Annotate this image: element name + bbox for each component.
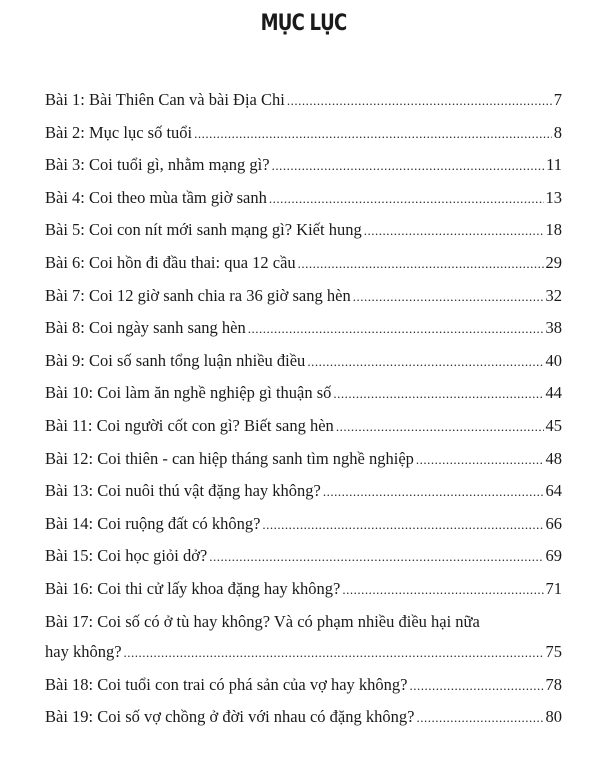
toc-entry-label: Bài 5: Coi con nít mới sanh mạng gì? Kiết hung	[45, 220, 362, 240]
dot-leader	[272, 150, 545, 183]
toc-entry[interactable]	[45, 149, 562, 182]
dot-leader	[124, 638, 544, 668]
toc-entry-page: 69	[545, 546, 562, 566]
toc-entry-page: 44	[545, 383, 562, 403]
toc-entry-page: 32	[545, 285, 562, 305]
toc-entry-page: 13	[545, 187, 562, 207]
toc-entry-label: Bài 6: Coi hồn đi đầu thai: qua 12 cầu	[45, 252, 296, 272]
dot-leader	[409, 670, 543, 703]
toc-entry-label: Bài 18: Coi tuổi con trai có phá sản của vợ hay không?	[45, 674, 408, 694]
toc-entry-label: Bài 11: Coi người cốt con gì? Biết sang hèn	[45, 415, 334, 435]
dot-leader	[336, 411, 544, 444]
toc-entry[interactable]	[45, 84, 562, 117]
toc-entry[interactable]	[45, 606, 562, 669]
toc-entry-label-continued: hay không?	[45, 641, 122, 661]
toc-entry[interactable]	[45, 214, 562, 247]
dot-leader	[262, 509, 543, 542]
toc-entry-label: Bài 17: Coi số có ở tù hay không? Và có phạm nhiều điều hại nữa	[45, 611, 480, 631]
toc-entry[interactable]	[45, 573, 562, 606]
toc-entry-label: Bài 7: Coi 12 giờ sanh chia ra 36 giờ sang hèn	[45, 285, 351, 305]
toc-entry-label: Bài 2: Mục lục số tuổi	[45, 122, 193, 142]
dot-leader	[416, 702, 543, 735]
toc-entry[interactable]	[45, 377, 562, 410]
dot-leader	[269, 183, 544, 216]
dot-leader	[416, 444, 544, 477]
table-of-contents	[45, 84, 562, 734]
toc-entry[interactable]	[45, 540, 562, 573]
toc-entry-page: 8	[553, 122, 562, 142]
toc-entry[interactable]	[45, 669, 562, 702]
toc-entry-label: Bài 8: Coi ngày sanh sang hèn	[45, 318, 246, 338]
toc-entry-page: 64	[545, 481, 562, 501]
toc-entry[interactable]	[45, 182, 562, 215]
toc-entry-page: 80	[545, 707, 562, 727]
toc-entry-label: Bài 4: Coi theo mùa tầm giờ sanh	[45, 187, 267, 207]
toc-entry-page: 11	[546, 155, 562, 175]
toc-entry-label: Bài 3: Coi tuổi gì, nhằm mạng gì?	[45, 155, 270, 175]
toc-entry[interactable]	[45, 280, 562, 313]
dot-leader	[287, 85, 552, 118]
dot-leader	[298, 248, 544, 281]
toc-entry[interactable]	[45, 410, 562, 443]
dot-leader	[353, 281, 544, 314]
toc-entry-label: Bài 12: Coi thiên - can hiệp tháng sanh tìm nghề nghiệp	[45, 448, 414, 468]
dot-leader	[307, 346, 543, 379]
toc-entry-page: 38	[545, 318, 562, 338]
toc-entry[interactable]	[45, 247, 562, 280]
dot-leader	[333, 378, 543, 411]
toc-entry[interactable]	[45, 701, 562, 734]
toc-entry-page: 48	[545, 448, 562, 468]
toc-entry-page: 45	[545, 415, 562, 435]
toc-entry-label: Bài 16: Coi thi cử lấy khoa đặng hay không?	[45, 578, 341, 598]
toc-entry[interactable]	[45, 345, 562, 378]
dot-leader	[209, 541, 543, 574]
toc-entry[interactable]	[45, 475, 562, 508]
toc-entry-page: 7	[553, 90, 562, 109]
toc-entry-page: 78	[545, 674, 562, 694]
toc-entry-page: 18	[545, 220, 562, 240]
toc-entry-page: 40	[545, 350, 562, 370]
toc-entry-label: Bài 14: Coi ruộng đất có không?	[45, 513, 261, 533]
dot-leader	[248, 313, 544, 346]
toc-entry-label: Bài 1: Bài Thiên Can và bài Địa Chi	[45, 90, 285, 109]
toc-entry-page: 71	[545, 578, 562, 598]
dot-leader	[194, 118, 552, 151]
toc-entry-label: Bài 15: Coi học giỏi dở?	[45, 546, 208, 566]
dot-leader	[364, 215, 544, 248]
dot-leader	[323, 476, 544, 509]
dot-leader	[342, 574, 543, 607]
toc-entry-label: Bài 9: Coi số sanh tổng luận nhiều điều	[45, 350, 306, 370]
toc-entry-label: Bài 19: Coi số vợ chồng ở đời với nhau có đặng không?	[45, 707, 415, 727]
toc-entry-continuation	[45, 637, 562, 667]
toc-entry-page: 29	[545, 252, 562, 272]
toc-entry-page: 66	[545, 513, 562, 533]
toc-entry-label: Bài 10: Coi làm ăn nghề nghiệp gì thuận số	[45, 383, 332, 403]
toc-entry-label: Bài 13: Coi nuôi thú vật đặng hay không?	[45, 481, 321, 501]
toc-entry[interactable]	[45, 312, 562, 345]
toc-entry[interactable]	[45, 117, 562, 150]
toc-entry[interactable]	[45, 508, 562, 541]
page-title: MỤC LỤC	[260, 11, 347, 36]
toc-entry[interactable]	[45, 443, 562, 476]
toc-entry-page: 75	[545, 641, 562, 661]
